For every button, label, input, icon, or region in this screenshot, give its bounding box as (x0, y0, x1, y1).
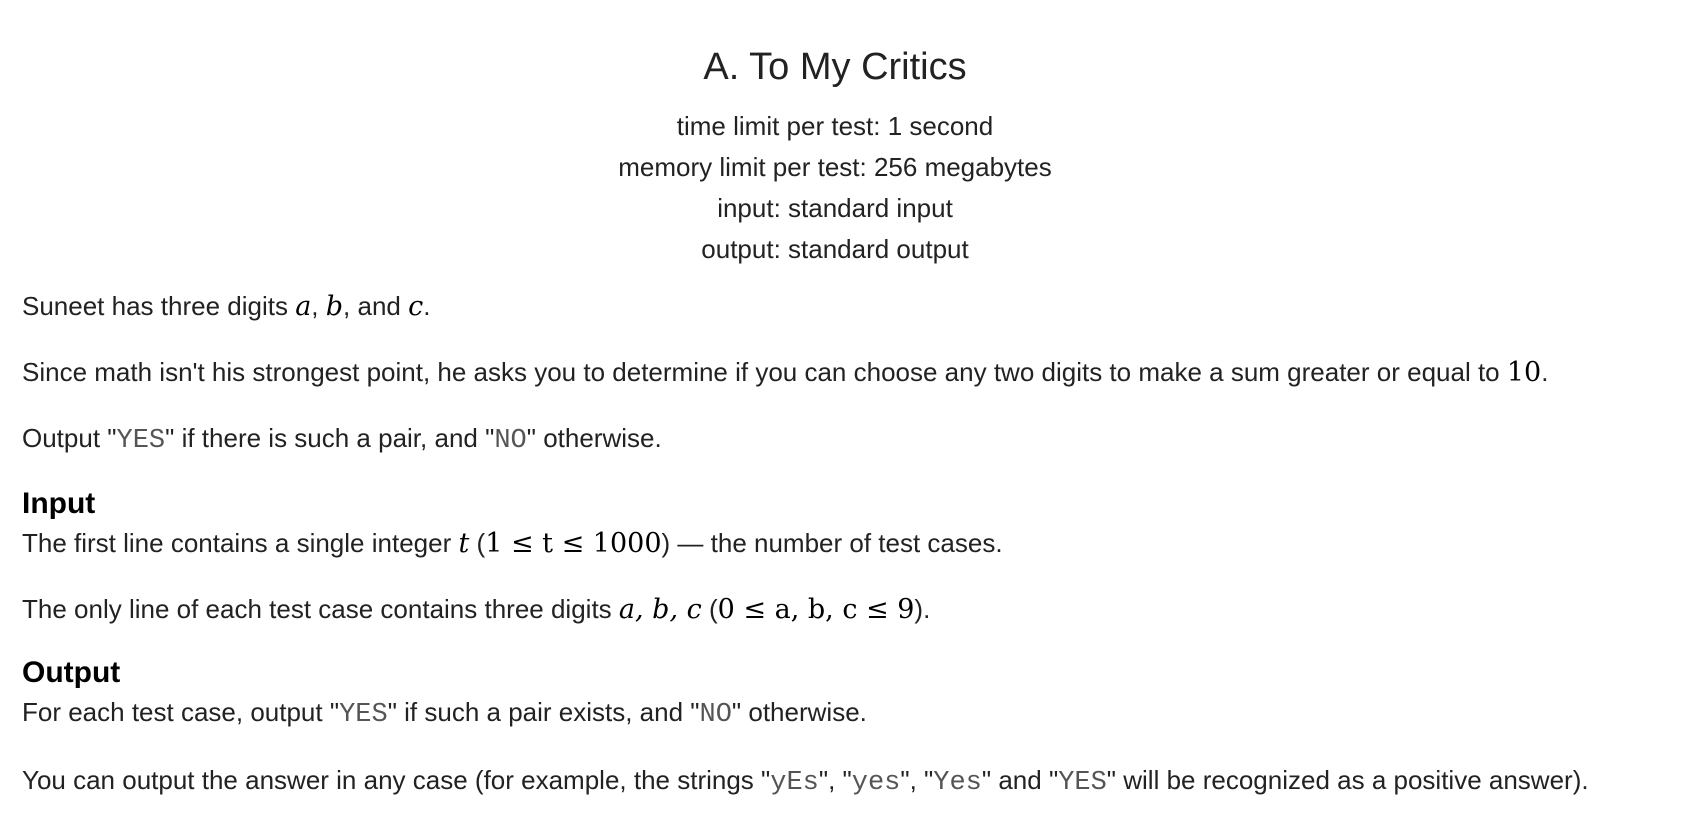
output-text: " and " (981, 765, 1059, 795)
input-text: ( (469, 528, 486, 558)
output-text: For each test case, output " (22, 697, 340, 727)
math-var-b: b (325, 291, 344, 322)
output-text: You can output the answer in any case (for example, the strings " (22, 765, 771, 795)
statement-paragraph-output (22, 418, 1682, 461)
code-yes: YES (339, 700, 388, 730)
output-text: ", " (900, 765, 934, 795)
math-var-c: c (408, 291, 424, 322)
statement-text: Since math isn't his strongest point, he asks you to determine if you can choose any two digits to make a sum greater or equal to (22, 357, 1507, 387)
output-line-1 (22, 692, 1682, 735)
code-no: NO (494, 426, 527, 456)
output-text: " if such a pair exists, and " (387, 697, 700, 727)
statement-text: Suneet has three digits (22, 291, 296, 321)
input-line-1 (22, 523, 1682, 564)
problem-title: A. To My Critics (703, 46, 967, 88)
input-file: input: standard input (717, 193, 953, 223)
input-section (22, 486, 1682, 630)
math-number-ten: 10 (1506, 357, 1542, 388)
math-var-a: a (295, 291, 312, 322)
code-no: NO (699, 700, 732, 730)
code-yes-variant-2: yes (851, 768, 901, 798)
statement-text: , and (343, 291, 409, 321)
statement-text: " if there is such a pair, and " (165, 423, 495, 453)
math-var-t: t (458, 528, 470, 559)
code-yes-variant-1: yEs (770, 768, 819, 798)
statement-text: . (1541, 357, 1549, 387)
output-text: " otherwise. (731, 697, 867, 727)
input-line-2 (22, 589, 1682, 630)
statement-text: . (423, 291, 431, 321)
output-heading: Output (22, 656, 121, 689)
math-constraint-abc: 0 ≤ a, b, c ≤ 9 (717, 594, 915, 625)
input-text: ). (914, 594, 931, 624)
statement-text: Output " (22, 423, 117, 453)
input-text: The first line contains a single integer (22, 528, 459, 558)
statement-paragraph-digits (22, 286, 1682, 327)
problem-statement (22, 286, 1682, 461)
math-vars-abc: a, b, c (618, 594, 702, 625)
statement-paragraph-sum (22, 352, 1682, 393)
output-text: ", " (818, 765, 852, 795)
memory-limit: memory limit per test: 256 megabytes (618, 152, 1052, 182)
output-line-2 (22, 760, 1682, 803)
output-file: output: standard output (701, 234, 969, 264)
input-heading: Input (22, 487, 96, 520)
math-constraint-t: 1 ≤ t ≤ 1000 (485, 528, 662, 559)
problem-page (22, 38, 1682, 828)
problem-header (0, 38, 1670, 270)
input-text: The only line of each test case contains three digits (22, 594, 619, 624)
code-yes-variant-4: YES (1058, 768, 1107, 798)
statement-text: " otherwise. (526, 423, 662, 453)
time-limit: time limit per test: 1 second (676, 111, 994, 141)
output-section (22, 655, 1682, 803)
input-text: ) — the number of test cases. (661, 528, 1003, 558)
input-text: ( (701, 594, 718, 624)
output-text: " will be recognized as a positive answer). (1106, 765, 1589, 795)
code-yes-variant-3: Yes (933, 768, 982, 798)
statement-text: , (311, 291, 326, 321)
code-yes: YES (116, 426, 166, 456)
